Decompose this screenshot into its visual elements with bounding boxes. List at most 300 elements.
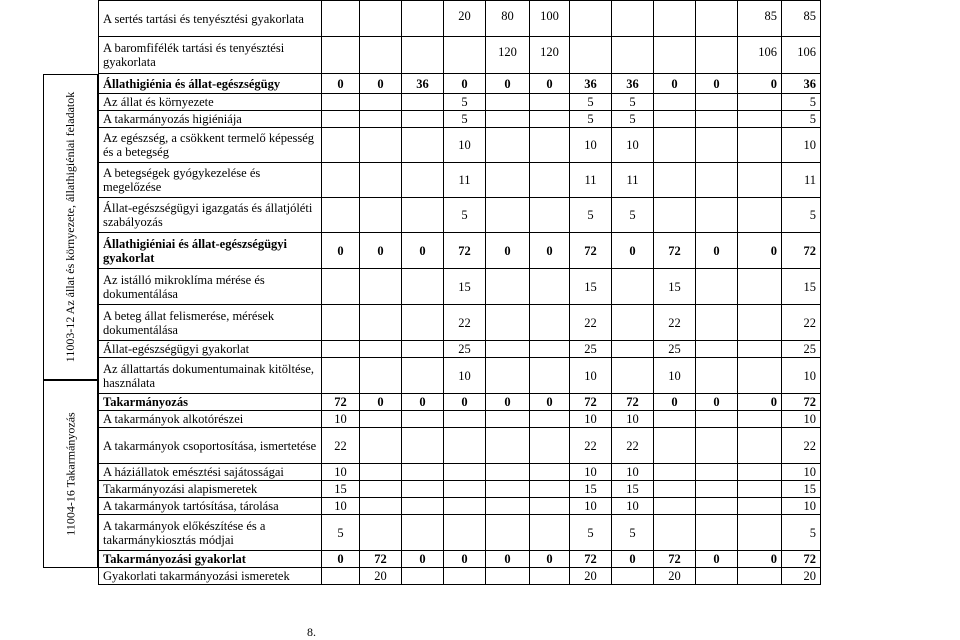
hours-cell: 11 [612, 163, 654, 198]
hours-cell [486, 198, 530, 233]
hours-cell: 10 [612, 411, 654, 428]
table-row [99, 163, 821, 198]
hours-cell [322, 358, 360, 394]
hours-cell: 10 [570, 358, 612, 394]
hours-cell: 10 [612, 498, 654, 515]
hours-cell [322, 568, 360, 585]
hours-cell: 72 [444, 233, 486, 269]
hours-cell: 10 [570, 411, 612, 428]
hours-cell: 0 [530, 394, 570, 411]
hours-cell: 22 [444, 305, 486, 341]
hours-cell: 72 [570, 233, 612, 269]
hours-cell [696, 568, 738, 585]
hours-cell [696, 341, 738, 358]
subject-label: Takarmányozási alapismeretek [99, 481, 322, 498]
hours-cell [612, 1, 654, 37]
hours-cell [612, 305, 654, 341]
hours-cell [322, 128, 360, 163]
hours-cell: 0 [530, 233, 570, 269]
hours-cell: 36 [612, 74, 654, 94]
hours-cell: 15 [782, 481, 821, 498]
hours-cell [322, 198, 360, 233]
hours-cell: 0 [360, 394, 402, 411]
hours-cell [530, 94, 570, 111]
hours-cell: 10 [654, 358, 696, 394]
hours-cell: 11 [570, 163, 612, 198]
table-row [99, 269, 821, 305]
hours-cell [402, 411, 444, 428]
hours-cell [486, 428, 530, 464]
hours-cell [530, 411, 570, 428]
hours-cell [612, 341, 654, 358]
hours-cell: 10 [444, 358, 486, 394]
hours-cell [612, 37, 654, 74]
hours-cell: 11 [782, 163, 821, 198]
hours-cell [402, 94, 444, 111]
hours-cell: 5 [782, 515, 821, 551]
hours-cell [654, 428, 696, 464]
hours-cell [444, 515, 486, 551]
hours-cell [654, 198, 696, 233]
hours-cell [360, 341, 402, 358]
hours-cell [696, 111, 738, 128]
subject-label: A takarmányok előkészítése és a takarmánykiosztás módjai [99, 515, 322, 551]
hours-cell: 5 [782, 198, 821, 233]
hours-cell [402, 198, 444, 233]
hours-cell [530, 568, 570, 585]
table-row [99, 515, 821, 551]
hours-cell: 72 [654, 233, 696, 269]
hours-cell [696, 498, 738, 515]
hours-cell [654, 94, 696, 111]
hours-cell [486, 94, 530, 111]
hours-cell [360, 111, 402, 128]
hours-cell [530, 464, 570, 481]
hours-cell [402, 481, 444, 498]
hours-cell [654, 411, 696, 428]
hours-cell [322, 94, 360, 111]
hours-cell [444, 481, 486, 498]
hours-cell [530, 481, 570, 498]
table-row [99, 74, 821, 94]
hours-cell: 0 [696, 74, 738, 94]
hours-cell [322, 341, 360, 358]
page-number: 8. [307, 625, 316, 639]
hours-cell [738, 411, 782, 428]
hours-cell: 0 [486, 233, 530, 269]
hours-cell: 120 [530, 37, 570, 74]
hours-cell [696, 411, 738, 428]
hours-cell: 0 [654, 394, 696, 411]
hours-cell: 22 [322, 428, 360, 464]
subject-label: A takarmányok alkotórészei [99, 411, 322, 428]
hours-cell [696, 163, 738, 198]
hours-cell [530, 498, 570, 515]
subject-label: Az állat és környezete [99, 94, 322, 111]
table-row [99, 498, 821, 515]
table-row [99, 551, 821, 568]
table-row [99, 341, 821, 358]
group-label-11004-16 [43, 380, 98, 568]
table-row [99, 394, 821, 411]
hours-cell: 0 [402, 551, 444, 568]
hours-cell [360, 269, 402, 305]
hours-cell [738, 163, 782, 198]
hours-cell: 0 [322, 233, 360, 269]
hours-cell: 0 [322, 74, 360, 94]
hours-cell [360, 358, 402, 394]
hours-cell: 0 [444, 74, 486, 94]
hours-cell [738, 464, 782, 481]
hours-cell: 10 [612, 464, 654, 481]
hours-cell: 22 [570, 305, 612, 341]
table-row [99, 37, 821, 74]
hours-cell [696, 305, 738, 341]
hours-cell [322, 163, 360, 198]
table-row [99, 233, 821, 269]
hours-cell: 5 [444, 94, 486, 111]
hours-cell: 22 [612, 428, 654, 464]
hours-cell [322, 305, 360, 341]
hours-cell: 10 [570, 128, 612, 163]
hours-cell: 72 [654, 551, 696, 568]
hours-cell [444, 411, 486, 428]
hours-cell [738, 305, 782, 341]
subject-label: Az egészség, a csökkent termelő képesség és a betegség [99, 128, 322, 163]
subject-label: A takarmányok csoportosítása, ismertetése [99, 428, 322, 464]
hours-cell [360, 1, 402, 37]
hours-cell [486, 481, 530, 498]
hours-cell: 11 [444, 163, 486, 198]
hours-cell [486, 498, 530, 515]
hours-cell [444, 37, 486, 74]
subject-label: Az állattartás dokumentumainak kitöltése, használata [99, 358, 322, 394]
hours-cell [530, 198, 570, 233]
subject-label: A baromfifélék tartási és tenyésztési gyakorlata [99, 37, 322, 74]
hours-cell [486, 568, 530, 585]
hours-cell: 22 [782, 428, 821, 464]
hours-cell [696, 37, 738, 74]
hours-cell [402, 358, 444, 394]
hours-cell: 10 [782, 498, 821, 515]
hours-cell [360, 128, 402, 163]
subject-label: Állat-egészségügyi gyakorlat [99, 341, 322, 358]
hours-cell [360, 498, 402, 515]
hours-cell: 25 [444, 341, 486, 358]
hours-cell: 36 [570, 74, 612, 94]
table-row [99, 198, 821, 233]
hours-cell: 0 [444, 394, 486, 411]
hours-cell: 10 [322, 411, 360, 428]
table-row [99, 111, 821, 128]
hours-cell: 15 [612, 481, 654, 498]
hours-cell [402, 464, 444, 481]
hours-cell: 72 [360, 551, 402, 568]
table-row [99, 358, 821, 394]
group-label-text: 11004-16 Takarmányozás [63, 412, 78, 536]
hours-cell: 20 [444, 1, 486, 37]
hours-cell [402, 515, 444, 551]
subject-label: Takarmányozási gyakorlat [99, 551, 322, 568]
hours-cell [654, 163, 696, 198]
hours-cell [612, 568, 654, 585]
table-row [99, 305, 821, 341]
hours-cell [322, 111, 360, 128]
hours-cell: 80 [486, 1, 530, 37]
hours-cell [360, 515, 402, 551]
hours-cell [486, 358, 530, 394]
hours-cell [738, 269, 782, 305]
hours-cell [530, 305, 570, 341]
hours-cell [738, 111, 782, 128]
hours-cell [654, 111, 696, 128]
hours-cell: 85 [738, 1, 782, 37]
hours-cell: 15 [444, 269, 486, 305]
hours-cell: 5 [612, 515, 654, 551]
hours-cell [402, 341, 444, 358]
hours-cell: 72 [570, 551, 612, 568]
hours-cell [486, 305, 530, 341]
hours-cell [322, 37, 360, 74]
table-row [99, 568, 821, 585]
table-row [99, 128, 821, 163]
hours-cell [360, 428, 402, 464]
subject-label: A takarmányok tartósítása, tárolása [99, 498, 322, 515]
hours-cell: 0 [612, 551, 654, 568]
hours-cell [402, 305, 444, 341]
hours-cell [530, 111, 570, 128]
hours-cell [486, 341, 530, 358]
hours-cell: 72 [612, 394, 654, 411]
subject-label: A betegségek gyógykezelése és megelőzése [99, 163, 322, 198]
hours-cell: 100 [530, 1, 570, 37]
subject-label: A sertés tartási és tenyésztési gyakorlata [99, 1, 322, 37]
hours-cell [402, 428, 444, 464]
hours-cell [654, 37, 696, 74]
hours-cell: 72 [322, 394, 360, 411]
hours-cell: 10 [570, 498, 612, 515]
hours-cell [444, 568, 486, 585]
hours-cell: 85 [782, 1, 821, 37]
hours-cell [696, 198, 738, 233]
hours-cell [402, 37, 444, 74]
hours-cell [696, 515, 738, 551]
hours-cell [696, 481, 738, 498]
hours-cell: 72 [570, 394, 612, 411]
hours-cell [696, 428, 738, 464]
subject-label: A takarmányozás higiéniája [99, 111, 322, 128]
hours-cell [322, 1, 360, 37]
table-row [99, 464, 821, 481]
hours-cell [486, 464, 530, 481]
hours-cell [738, 358, 782, 394]
hours-cell [360, 305, 402, 341]
hours-cell [486, 128, 530, 163]
hours-cell [654, 515, 696, 551]
hours-cell [402, 498, 444, 515]
hours-cell [530, 269, 570, 305]
hours-cell: 5 [782, 94, 821, 111]
hours-cell [444, 428, 486, 464]
group-label-11003-12 [43, 74, 98, 380]
hours-cell: 22 [782, 305, 821, 341]
hours-cell: 5 [570, 198, 612, 233]
hours-cell: 0 [486, 74, 530, 94]
hours-cell: 72 [782, 551, 821, 568]
table-row [99, 1, 821, 37]
hours-cell [738, 128, 782, 163]
hours-cell: 5 [570, 515, 612, 551]
hours-cell: 0 [654, 74, 696, 94]
hours-cell [654, 1, 696, 37]
table-row [99, 428, 821, 464]
hours-cell: 10 [782, 464, 821, 481]
subject-label: Állat-egészségügyi igazgatás és állatjóléti szabályozás [99, 198, 322, 233]
subject-label: Állathigiénia és állat-egészségügy [99, 74, 322, 94]
hours-cell: 20 [782, 568, 821, 585]
hours-cell: 0 [738, 394, 782, 411]
hours-cell [738, 428, 782, 464]
subject-label: Gyakorlati takarmányozási ismeretek [99, 568, 322, 585]
hours-cell: 72 [782, 394, 821, 411]
hours-cell [360, 198, 402, 233]
hours-cell [402, 568, 444, 585]
hours-cell [738, 341, 782, 358]
table-row [99, 94, 821, 111]
hours-cell [486, 269, 530, 305]
hours-cell [654, 128, 696, 163]
hours-cell [738, 481, 782, 498]
hours-cell: 0 [444, 551, 486, 568]
hours-cell [360, 163, 402, 198]
hours-cell [444, 498, 486, 515]
hours-cell [738, 498, 782, 515]
hours-cell: 10 [570, 464, 612, 481]
hours-cell [402, 111, 444, 128]
hours-cell: 15 [322, 481, 360, 498]
hours-cell: 10 [782, 358, 821, 394]
hours-cell: 15 [782, 269, 821, 305]
hours-cell [402, 1, 444, 37]
hours-cell: 10 [612, 128, 654, 163]
hours-cell: 5 [570, 94, 612, 111]
hours-cell: 10 [782, 411, 821, 428]
hours-cell: 106 [738, 37, 782, 74]
hours-cell: 0 [696, 233, 738, 269]
subject-label: Állathigiéniai és állat-egészségügyi gyakorlat [99, 233, 322, 269]
hours-cell: 120 [486, 37, 530, 74]
hours-cell: 20 [570, 568, 612, 585]
hours-cell: 20 [654, 568, 696, 585]
hours-cell: 5 [444, 198, 486, 233]
hours-cell [696, 94, 738, 111]
hours-cell [322, 269, 360, 305]
hours-cell: 72 [782, 233, 821, 269]
hours-cell [530, 358, 570, 394]
curriculum-hours-table [98, 0, 821, 585]
hours-cell [738, 515, 782, 551]
hours-cell [570, 1, 612, 37]
hours-cell [530, 341, 570, 358]
hours-cell [696, 358, 738, 394]
hours-cell: 0 [530, 74, 570, 94]
hours-cell: 25 [570, 341, 612, 358]
hours-cell: 5 [570, 111, 612, 128]
group-label-text: 11003-12 Az állat és környezete, állathigiéniai feladatok [63, 91, 78, 363]
hours-cell: 36 [782, 74, 821, 94]
hours-cell: 0 [696, 551, 738, 568]
hours-cell: 25 [654, 341, 696, 358]
hours-cell [402, 163, 444, 198]
hours-cell: 5 [782, 111, 821, 128]
hours-cell [486, 515, 530, 551]
hours-cell [486, 111, 530, 128]
hours-cell [654, 498, 696, 515]
hours-cell: 20 [360, 568, 402, 585]
hours-cell [402, 128, 444, 163]
hours-cell: 106 [782, 37, 821, 74]
hours-cell: 0 [696, 394, 738, 411]
hours-cell: 5 [444, 111, 486, 128]
hours-cell: 0 [402, 233, 444, 269]
hours-cell: 10 [322, 498, 360, 515]
hours-cell [486, 163, 530, 198]
hours-cell [360, 464, 402, 481]
hours-cell [360, 37, 402, 74]
hours-cell: 5 [612, 198, 654, 233]
hours-cell [486, 411, 530, 428]
hours-cell: 5 [612, 111, 654, 128]
hours-cell [696, 128, 738, 163]
hours-cell: 0 [738, 74, 782, 94]
hours-cell: 15 [654, 269, 696, 305]
hours-cell [612, 358, 654, 394]
hours-cell: 22 [654, 305, 696, 341]
hours-cell [530, 163, 570, 198]
hours-cell: 0 [530, 551, 570, 568]
hours-cell [360, 481, 402, 498]
hours-cell: 22 [570, 428, 612, 464]
hours-cell [530, 128, 570, 163]
hours-cell: 0 [486, 551, 530, 568]
hours-cell: 0 [612, 233, 654, 269]
subject-label: Az istálló mikroklíma mérése és dokumentálása [99, 269, 322, 305]
hours-cell: 25 [782, 341, 821, 358]
table-row [99, 411, 821, 428]
hours-cell: 0 [360, 233, 402, 269]
hours-cell [530, 515, 570, 551]
hours-cell [654, 481, 696, 498]
hours-cell: 36 [402, 74, 444, 94]
hours-cell: 10 [444, 128, 486, 163]
hours-cell [738, 198, 782, 233]
hours-cell: 5 [612, 94, 654, 111]
hours-cell [696, 1, 738, 37]
subject-label: A háziállatok emésztési sajátosságai [99, 464, 322, 481]
hours-cell: 0 [402, 394, 444, 411]
hours-cell [530, 428, 570, 464]
hours-cell: 15 [570, 481, 612, 498]
hours-cell: 0 [486, 394, 530, 411]
hours-cell: 10 [782, 128, 821, 163]
hours-cell [738, 94, 782, 111]
hours-cell: 5 [322, 515, 360, 551]
hours-cell [570, 37, 612, 74]
hours-cell [612, 269, 654, 305]
hours-cell: 0 [738, 551, 782, 568]
hours-cell: 10 [322, 464, 360, 481]
hours-cell [654, 464, 696, 481]
